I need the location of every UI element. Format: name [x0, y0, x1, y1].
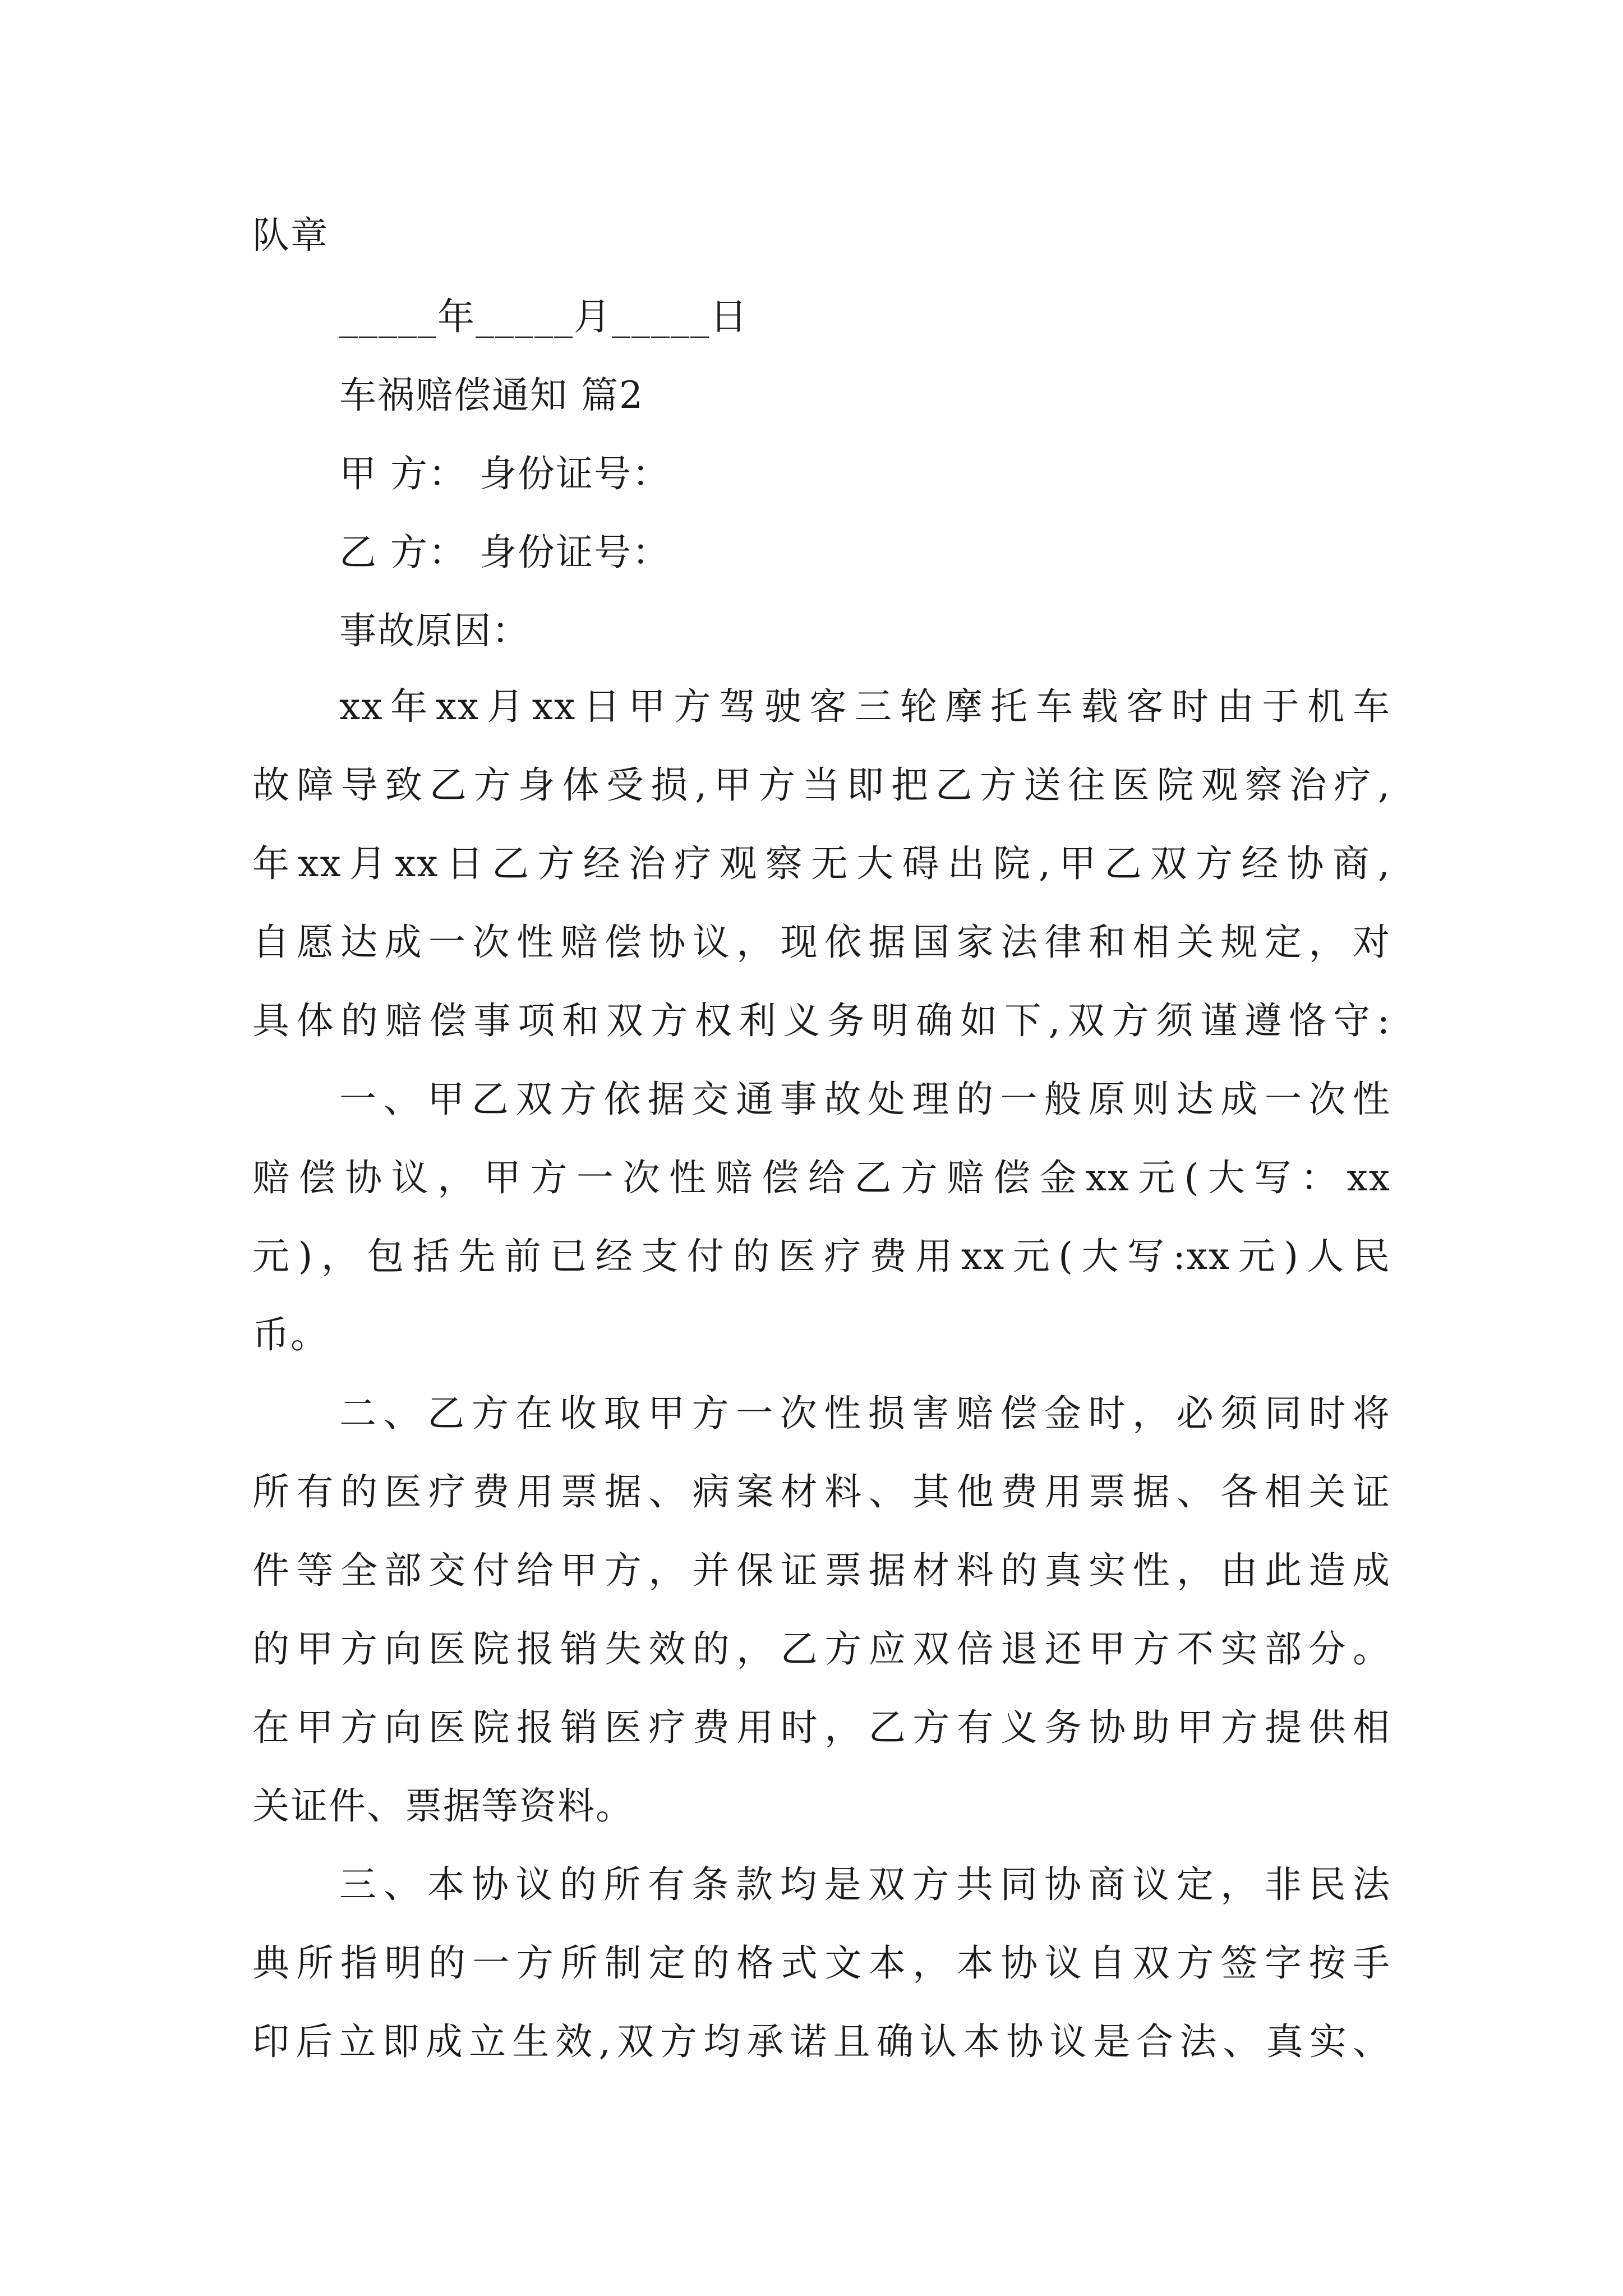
paragraph-line: 一、甲乙双方依据交通事故处理的一般原则达成一次性 [339, 1078, 1391, 1121]
date-line: _____年_____月_____日 [339, 295, 748, 338]
paragraph-line: 元)，包括先前已经支付的医疗费用xx元(大写:xx元)人民 [252, 1235, 1391, 1278]
paragraph-line: 的甲方向医院报销失效的，乙方应双倍退还甲方不实部分。 [252, 1627, 1391, 1671]
paragraph-line: 二、乙方在收取甲方一次性损害赔偿金时，必须同时将 [339, 1392, 1391, 1435]
party-b-line: 乙 方： 身份证号： [339, 531, 670, 574]
header-fragment: 队章 [252, 214, 329, 257]
paragraph-line: 赔偿协议，甲方一次性赔偿给乙方赔偿金xx元(大写：xx [252, 1156, 1391, 1199]
paragraph-line: 自愿达成一次性赔偿协议，现依据国家法律和相关规定，对 [252, 921, 1391, 964]
party-a-line: 甲 方： 身份证号： [339, 452, 670, 495]
cause-heading: 事故原因： [339, 609, 530, 652]
paragraph-line: 关证件、票据等资料。 [252, 1784, 634, 1828]
paragraph-line: 在甲方向医院报销医疗费用时，乙方有义务协助甲方提供相 [252, 1706, 1391, 1749]
paragraph-line: 币。 [252, 1313, 329, 1356]
paragraph-line: 年xx月xx日乙方经治疗观察无大碍出院,甲乙双方经协商, [252, 842, 1391, 885]
paragraph-line: 典所指明的一方所制定的格式文本，本协议自双方签字按手 [252, 1941, 1391, 1985]
paragraph-line: 印后立即成立生效,双方均承诺且确认本协议是合法、真实、 [252, 2020, 1391, 2063]
paragraph-line: 故障导致乙方身体受损,甲方当即把乙方送往医院观察治疗, [252, 763, 1391, 807]
paragraph-line: 所有的医疗费用票据、病案材料、其他费用票据、各相关证 [252, 1470, 1391, 1513]
paragraph-line: 具体的赔偿事项和双方权利义务明确如下,双方须谨遵恪守: [252, 999, 1391, 1042]
paragraph-line: 三、本协议的所有条款均是双方共同协商议定，非民法 [339, 1863, 1391, 1906]
paragraph-line: 件等全部交付给甲方，并保证票据材料的真实性，由此造成 [252, 1549, 1391, 1592]
paragraph-line: xx年xx月xx日甲方驾驶客三轮摩托车载客时由于机车 [339, 685, 1391, 728]
section-title: 车祸赔偿通知 篇2 [339, 374, 644, 417]
